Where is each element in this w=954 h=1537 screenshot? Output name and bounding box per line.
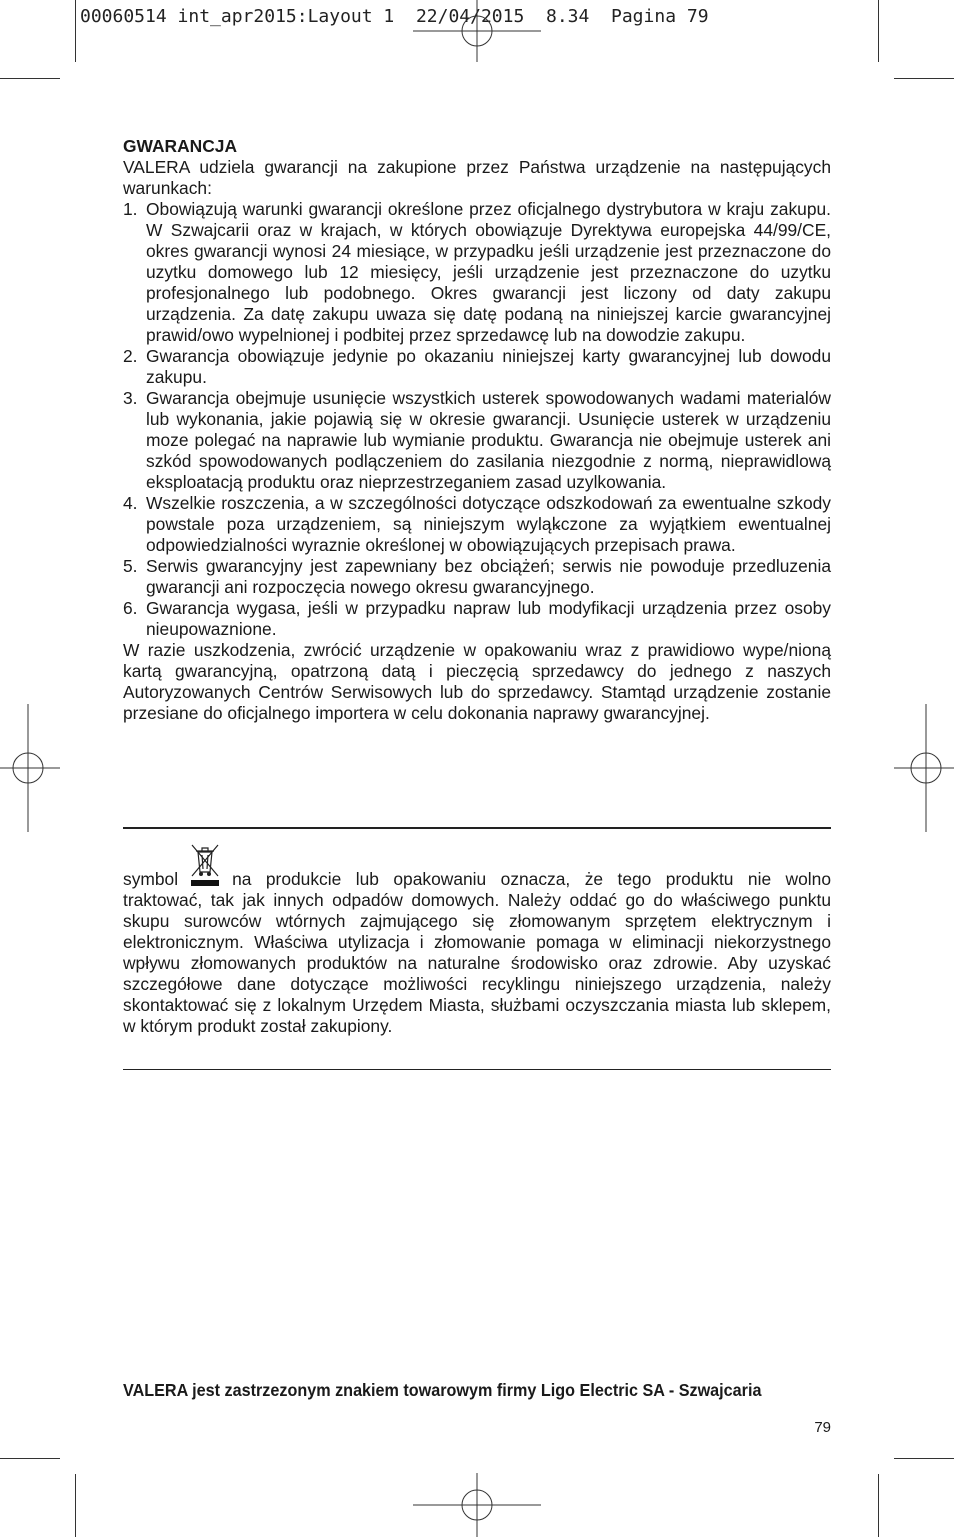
section-divider (123, 1069, 831, 1070)
crop-mark-top-right-h (894, 78, 954, 79)
item-text: Serwis gwarancyjny jest zapewniany bez obciążeń; serwis nie powoduje przedluzenia gwarancji ani rozpoczęcia nowego okresu gwarancyjnego. (146, 556, 831, 597)
item-number: 6. (123, 598, 138, 618)
item-text: Obowiązują warunki gwarancji określone przez oficjalnego dystrybutora w kraju zakupu. W Szwajcarii oraz w krajach, w których obowiązuje Dyrektywa europejska 44/99/CE, okres gwarancji wynosi 24 miesiące, w przypadku jeśli urządzenie jest przeznaczone do uzytku domowego lub 12 miesięcy, jeśli urządzenie jest przeznaczone do uzytku profesjonalnego lub podobnego. Okres gwarancji jest liczony od daty zakupu urządzenia. Za datę zakupu uwaza się datę podaną na niniejszej karcie gwarancyjnej prawid/owo wypelnionej i podbitej przez sprzedawcę lub na dowodzie zakupu. (146, 199, 831, 345)
crop-mark-top-left-h (0, 78, 60, 79)
weee-word: symbol (123, 869, 179, 889)
trademark-footer: VALERA jest zastrzezonym znakiem towarowym firmy Ligo Electric SA - Szwajcaria (123, 1380, 762, 1400)
weee-first-line (123, 842, 831, 890)
registration-mark-left-icon (0, 704, 60, 832)
item-text: Gwarancja obejmuje usunięcie wszystkich usterek spowodowanych wadami materialów lub wykonania, jakie pojawią się w okresie gwarancji. Usunięcie usterek w urządzeniu moze polegać na naprawie lub wymianie produktu. Gwarancja nie obejmuje usterek ani szkód spowodowanych podlączeniem do zasilania niezgodnie z normą, nieprawidlową eksploatacją produktu oraz nieprzestrzeganiem zasad uzylkowania. (146, 388, 831, 492)
closing-paragraph: W razie uszkodzenia, zwrócić urządzenie w opakowaniu wraz z prawidiowo wype/nioną kartą gwarancyjną, opatrzoną datą i pieczęcią sprzedawcy do jednego z naszych Autoryzowanych Centrów Serwisowych lub do sprzedawcy. Stamtąd urządzenie zostanie przesiane do oficjalnego importera w celu dokonania naprawy gwarancyjnej. (123, 640, 831, 723)
weee-first-line-text: na produkcie lub opakowaniu oznacza, że tego produktu nie wolno (232, 869, 831, 889)
registration-mark-bottom-icon (413, 1473, 541, 1537)
registration-mark-top-icon (413, 0, 541, 62)
item-number: 2. (123, 346, 138, 366)
crop-mark-bottom-left-h (0, 1458, 60, 1459)
list-item (123, 556, 831, 598)
item-number: 5. (123, 556, 138, 576)
crop-mark-bottom-right-h (894, 1458, 954, 1459)
item-text: Gwarancja obowiązuje jedynie po okazaniu niniejszej karty gwarancyjnej lub dowodu zakupu. (146, 346, 831, 387)
item-number: 1. (123, 199, 138, 219)
list-item (123, 199, 831, 346)
weee-notice (123, 842, 831, 1037)
list-item (123, 598, 831, 640)
list-item (123, 346, 831, 388)
section-divider (123, 827, 831, 829)
item-text: Wszelkie roszczenia, a w szczególności dotyczące odszkodowań za ewentualne szkody powstale poza urządzeniem, są niniejszym wyląꝃczone za wyjątkiem ewentualnej odpowiedzialności wyraznie określonej w obowiązujących przepisach prawa. (146, 493, 831, 555)
list-item (123, 388, 831, 493)
printer-slug: 00060514 int_apr2015:Layout 1 22/04/2015 8.34 Pagina 79 (80, 6, 709, 27)
intro-paragraph: VALERA udziela gwarancji na zakupione przez Państwa urządzenie na następujących warunkach: (123, 157, 831, 198)
crop-mark-top-left-v (75, 0, 76, 62)
crop-mark-top-right-v (878, 0, 879, 62)
warranty-section (123, 136, 831, 724)
section-heading: GWARANCJA (123, 136, 238, 156)
item-number: 3. (123, 388, 138, 408)
crop-mark-bottom-right-v (878, 1474, 879, 1537)
registration-mark-right-icon (894, 704, 954, 832)
page-number: 79 (814, 1419, 831, 1436)
crop-mark-bottom-left-v (75, 1474, 76, 1537)
item-text: Gwarancja wygasa, jeśli w przypadku napraw lub modyfikacji urządzenia przez osoby nieupowaznione. (146, 598, 831, 639)
weee-paragraph: traktować, tak jak innych odpadów domowych. Należy oddać go do właściwego punktu skupu surowców wtórnych zajmującego się złomowanym sprzętem elektrycznym i elektronicznym. Właściwa utylizacja i złomowanie pomaga w eliminacji niekorzystnego wpływu złomowanych produktów na naturalne środowisko oraz zdrowie. Aby uzyskać szczegółowe dane dotyczące możliwości recyklingu niniejszego urządzenia, należy skontaktować się z lokalnym Urzędem Miasta, służbami oczyszczania miasta lub sklepem, w którym produkt został zakupiony. (123, 890, 831, 1036)
warranty-conditions-list (123, 199, 831, 640)
list-item (123, 493, 831, 556)
item-number: 4. (123, 493, 138, 513)
crossed-bin-icon (188, 842, 222, 888)
